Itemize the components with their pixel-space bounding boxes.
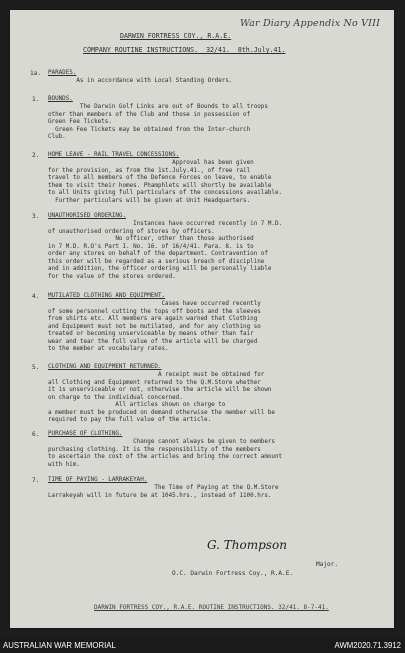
document-page [10, 10, 394, 628]
archive-caption-bar [0, 638, 405, 653]
section-number: 2. [32, 152, 40, 159]
section-number: 7. [32, 477, 40, 484]
section-number: 3. [32, 213, 40, 220]
section-body: A receipt must be obtained for all Clothing and Equipment returned to the Q.M.Store whether it is unserviceable or not, otherwise the article will be shown on charge to the individual concerned. All articles shown on charge to a member must be produced on demand otherwise the member will be required to pay the full value of the article. [48, 372, 275, 423]
section-body: The Time of Paying at the Q.M.Store Larrakeyah will in future be at 1045.hrs., instead of 1100.hrs. [48, 485, 279, 499]
section-body: As in accordance with Local Standing Orders. [48, 78, 233, 84]
handwritten-annotation: War Diary Appendix No VIII [240, 18, 381, 29]
section-title: CLOTHING AND EQUIPMENT RETURNED. [48, 364, 162, 370]
section-title: PURCHASE OF CLOTHING. [48, 431, 123, 437]
section-body: Change cannot always be given to members purchasing clothing. It is the responsibility of the members to ascertain the cost of the articles and bring the correct amount with him. [48, 439, 283, 468]
section-number: 6. [32, 431, 40, 438]
section-title: UNAUTHORISED ORDERING. [48, 213, 127, 219]
document-footer: DARWIN FORTRESS COY., R.A.E. ROUTINE INSTRUCTIONS. 32/41. 8-7-41. [94, 604, 329, 611]
unit-heading: DARWIN FORTRESS COY., R.A.E. [120, 32, 232, 40]
section-title: PARADES. [48, 70, 77, 76]
section-body: The Darwin Golf Links are out of Bounds to all troops other than members of the Club and those in possession of Green Fee Tickets. Green Fee Tickets may be obtained from the Inter-church Club. [48, 104, 268, 140]
section-title: BOUNDS. [48, 96, 73, 102]
section-title: MUTILATED CLOTHING AND EQUIPMENT. [48, 293, 166, 299]
archive-accession-number: AWM2020.71.3912 [334, 641, 401, 650]
instructions-heading: COMPANY ROUTINE INSTRUCTIONS. 32/41. 8th.July.41. [83, 46, 286, 54]
section-title: TIME OF PAYING - LARRAKEYAH. [48, 477, 148, 483]
section-body: Cases have occurred recently of some personnel cutting the tops off boots and the sleeves from shirts etc. All members are again warned that Clothing and Equipment must not be mutilated, and for any clothing so treated or becoming unserviceable by means other than fair wear and tear the full value of the article will be charged to the member at vocabulary rates. [48, 301, 261, 352]
section-title: HOME LEAVE - RAIL TRAVEL CONCESSIONS. [48, 152, 180, 158]
signatory-rank: Major. [316, 561, 339, 568]
archive-name: AUSTRALIAN WAR MEMORIAL [3, 641, 116, 650]
section-body: Approval has been given for the provision, as from the 1st.July.41., of free rail travel to all members of the Defence Forces on leave, to enable them to visit their homes. Phamphlets will shortly be available to all Units giving full particulars of the concessions available. Further particulars will be given at Unit Headquarters. [48, 160, 283, 204]
section-body: Instances have occurred recently in 7 M.D. of unauthorised ordering of stores by officers. No officer, other than those authorised in 7 M.D. R.O's Part I. No. 16. of 16/4/41. Para. 8. is to order any stores on behalf of the department. Contravention of this order will be regarded as a serious breach of discipline and in addition, the officer ordering will be personally liable for the value of the stores ordered. [48, 221, 283, 280]
handwritten-signature: G. Thompson [207, 538, 287, 552]
section-number: 1. [32, 96, 40, 103]
section-number: 5. [32, 364, 40, 371]
section-number: 1a. [30, 70, 42, 77]
section-number: 4. [32, 293, 40, 300]
signatory-title: O.C. Darwin Fortress Coy., R.A.E. [172, 570, 294, 577]
